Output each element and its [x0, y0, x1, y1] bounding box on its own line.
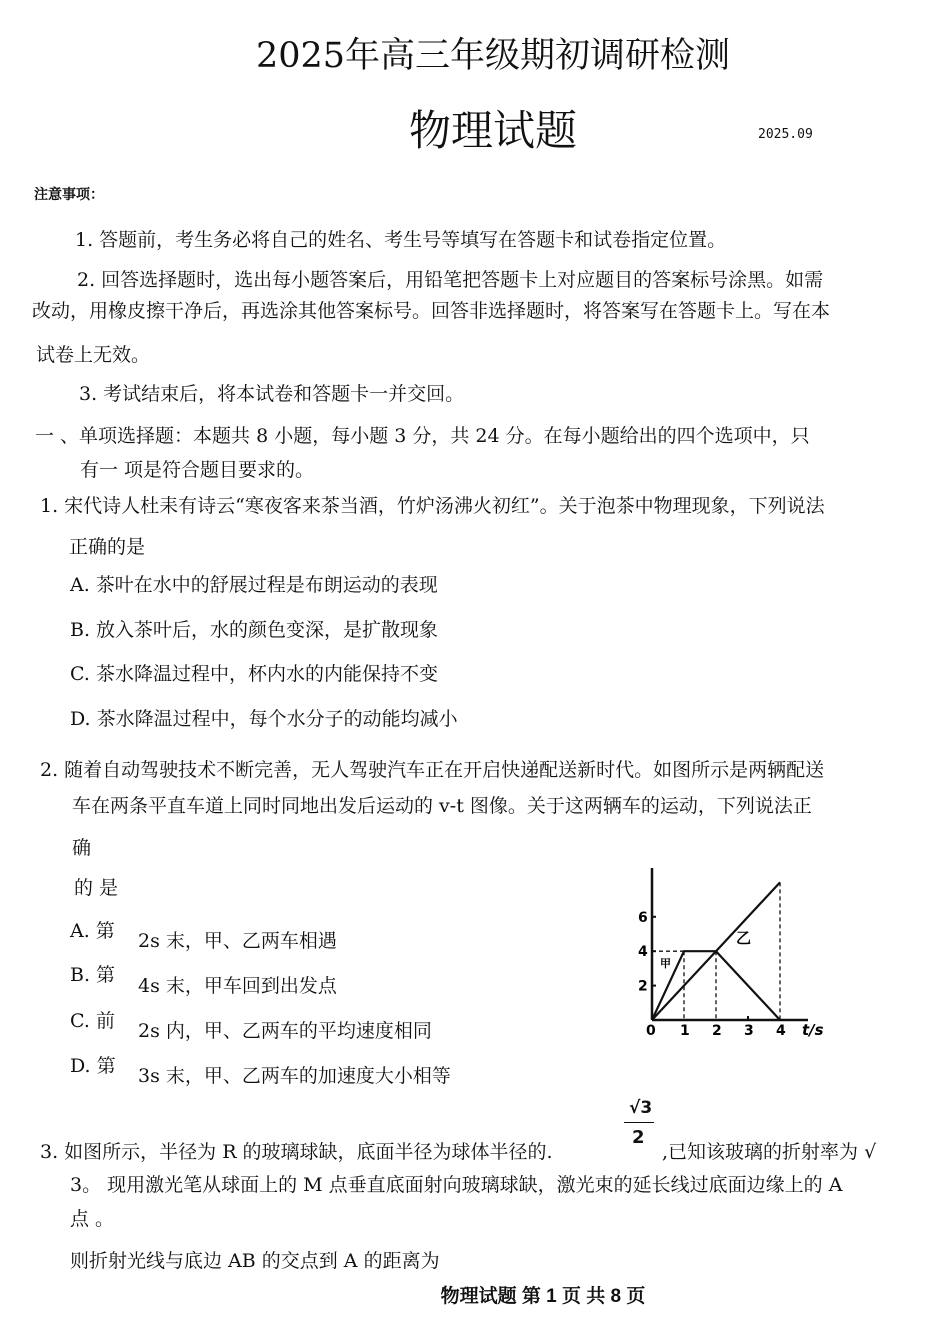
q2-option-b-head: B. 第	[70, 964, 116, 986]
section-1-heading-line-1: 一 、单项选择题：本题共 8 小题，每小题 3 分，共 24 分。在每小题给出的四个选项中，只	[35, 425, 810, 447]
q3-stem-line-3: 点 。	[70, 1208, 115, 1230]
x-tick-label: 1	[680, 1023, 690, 1039]
x-tick-label: 4	[776, 1023, 786, 1039]
q3-frac-bar	[624, 1122, 654, 1123]
subject-title: 物理试题	[408, 106, 577, 155]
q2-option-d-tail: 3s 末，甲、乙两车的加速度大小相等	[138, 1065, 451, 1087]
q3-stem-line-2: 3。 现用激光笔从球面上的 M 点垂直底面射向玻璃球缺，激光束的延长线过底面边缘上的 A	[70, 1174, 843, 1196]
notice-item-2-line-3: 试卷上无效。	[36, 344, 151, 366]
q3-stem-line-1b: ,已知该玻璃的折射率为 √	[662, 1141, 877, 1163]
q2-stem-line-2: 车在两条平直车道上同时同地出发后运动的 v-t 图像。关于这两辆车的运动，下列说法正	[72, 795, 812, 817]
q1-option-d: D. 茶水降温过程中，每个水分子的动能均减小	[70, 708, 458, 730]
notice-item-2-line-1: 2. 回答选择题时，选出每小题答案后，用铅笔把答题卡上对应题目的答案标号涂黑。如需	[77, 269, 824, 291]
y-tick-label: 4	[638, 944, 648, 961]
q2-stem-line-1: 2. 随着自动驾驶技术不断完善，无人驾驶汽车正在开启快递配送新时代。如图所示是两辆配送	[40, 759, 825, 781]
q1-option-b: B. 放入茶叶后，水的颜色变深，是扩散现象	[70, 619, 439, 641]
x-tick-label: 3	[744, 1023, 754, 1039]
q2-option-b-tail: 4s 末，甲车回到出发点	[138, 975, 337, 997]
series-label-yi: 乙	[736, 929, 752, 947]
q1-option-c: C. 茶水降温过程中，杯内水的内能保持不变	[70, 663, 438, 685]
notice-item-2-line-2: 改动，用橡皮擦干净后，再选涂其他答案标号。回答非选择题时，将答案写在答题卡上。写在本	[32, 300, 831, 322]
section-1-heading-line-2: 有一 项是符合题目要求的。	[80, 459, 315, 481]
series-label-jia: 甲	[660, 957, 671, 970]
q2-stem-line-4: 的 是	[74, 877, 119, 899]
exam-title: 2025年高三年级期初调研检测	[255, 36, 731, 76]
q3-frac-denominator: 2	[632, 1127, 645, 1148]
page-footer: 物理试题 第 1 页 共 8 页	[440, 1286, 646, 1307]
q2-option-c-tail: 2s 内，甲、乙两车的平均速度相同	[138, 1020, 432, 1042]
x-tick-label: 2	[712, 1023, 722, 1039]
q3-stem-line-4: 则折射光线与底边 AB 的交点到 A 的距离为	[70, 1250, 440, 1272]
notice-heading: 注意事项：	[34, 187, 104, 203]
q2-option-d-head: D. 第	[70, 1055, 116, 1077]
q1-option-a: A. 茶叶在水中的舒展过程是布朗运动的表现	[70, 574, 438, 596]
exam-date: 2025.09	[758, 127, 813, 142]
vt-graph	[630, 868, 840, 1040]
q1-stem-line-2: 正确的是	[69, 536, 146, 558]
q3-frac-numerator: √3	[629, 1098, 653, 1118]
q1-stem-line-1: 1. 宋代诗人杜耒有诗云“寒夜客来茶当酒，竹炉汤沸火初红”。关于泡茶中物理现象，下列说法	[40, 495, 825, 517]
x-axis-label: t/s	[802, 1021, 824, 1039]
y-tick-label: 2	[638, 978, 648, 995]
q2-option-a-head: A. 第	[70, 920, 115, 942]
x-tick-label: 0	[646, 1023, 656, 1039]
q3-stem-line-1a: 3. 如图所示，半径为 R 的玻璃球缺，底面半径为球体半径的.	[40, 1141, 553, 1163]
q2-option-c-head: C. 前	[70, 1010, 115, 1032]
q2-option-a-tail: 2s 末，甲、乙两车相遇	[138, 930, 337, 952]
notice-item-3: 3. 考试结束后，将本试卷和答题卡一并交回。	[79, 383, 465, 405]
q2-stem-line-3: 确	[72, 837, 92, 859]
notice-item-1: 1. 答题前，考生务必将自己的姓名、考生号等填写在答题卡和试卷指定位置。	[75, 229, 727, 251]
y-tick-label: 6	[638, 909, 648, 926]
